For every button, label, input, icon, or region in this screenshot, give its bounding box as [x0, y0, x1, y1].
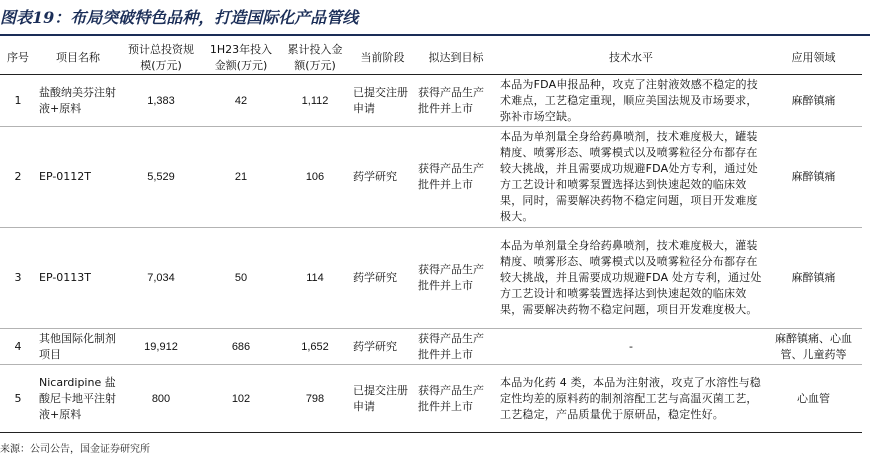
- header-no: 序号: [0, 41, 36, 75]
- cell-goal: 获得产品生产批件并上市: [415, 228, 497, 329]
- cell-field: 麻醉镇痛: [765, 228, 862, 329]
- cell-no: 2: [0, 127, 36, 228]
- header-goal: 拟达到目标: [415, 41, 497, 75]
- table-row: [0, 75, 862, 127]
- cell-total: 800: [120, 365, 202, 433]
- cell-cum: 1,112: [280, 75, 350, 127]
- table-row: [0, 329, 862, 365]
- cell-name: 其他国际化制剂项目: [36, 329, 120, 365]
- header-stage: 当前阶段: [350, 41, 415, 75]
- source-note: 来源：公司公告，国金证券研究所: [0, 444, 150, 455]
- header-name: 项目名称: [36, 41, 120, 75]
- header-cum: 累计投入金额(万元): [280, 41, 350, 75]
- cell-cum: 114: [280, 228, 350, 329]
- cell-h1: 686: [202, 329, 280, 365]
- cell-cum: 798: [280, 365, 350, 433]
- cell-h1: 42: [202, 75, 280, 127]
- cell-stage: 药学研究: [350, 127, 415, 228]
- cell-total: 7,034: [120, 228, 202, 329]
- figure-title: 图表19：布局突破特色品种，打造国际化产品管线: [0, 8, 359, 27]
- cell-h1: 21: [202, 127, 280, 228]
- cell-h1: 50: [202, 228, 280, 329]
- header-total: 预计总投资规模(万元): [120, 41, 202, 75]
- cell-goal: 获得产品生产批件并上市: [415, 127, 497, 228]
- cell-tech: 本品为单剂量全身给药鼻喷剂，技术难度极大，灌装精度、喷雾形态、喷雾模式以及喷雾粒径分布都存在较大挑战，并且需要成功规避FDA 处方专利，通过处方工艺设计和喷雾装置选择达到快速起效的临床效果，需要解决药物不稳定问题，项目开发难度极大。: [497, 228, 765, 329]
- cell-stage: 药学研究: [350, 329, 415, 365]
- cell-name: 盐酸纳美芬注射液+原料: [36, 75, 120, 127]
- cell-field: 麻醉镇痛: [765, 127, 862, 228]
- cell-goal: 获得产品生产批件并上市: [415, 365, 497, 433]
- cell-stage: 药学研究: [350, 228, 415, 329]
- cell-stage: 已提交注册申请: [350, 75, 415, 127]
- cell-no: 1: [0, 75, 36, 127]
- cell-field: 麻醉镇痛: [765, 75, 862, 127]
- cell-goal: 获得产品生产批件并上市: [415, 75, 497, 127]
- cell-tech: -: [497, 329, 765, 365]
- cell-name: EP-0113T: [36, 228, 120, 329]
- cell-total: 19,912: [120, 329, 202, 365]
- table-header-row: [0, 41, 862, 75]
- cell-no: 3: [0, 228, 36, 329]
- cell-field: 心血管: [765, 365, 862, 433]
- cell-cum: 1,652: [280, 329, 350, 365]
- cell-total: 5,529: [120, 127, 202, 228]
- table-row: [0, 365, 862, 433]
- header-tech: 技术水平: [497, 41, 765, 75]
- cell-no: 4: [0, 329, 36, 365]
- cell-name: EP-0112T: [36, 127, 120, 228]
- table-row: [0, 228, 862, 329]
- header-h1: 1H23年投入金额(万元): [202, 41, 280, 75]
- cell-cum: 106: [280, 127, 350, 228]
- cell-tech: 本品为FDA申报品种，攻克了注射液效感不稳定的技术难点，工艺稳定重现，顺应美国法规及市场要求，弥补市场空缺。: [497, 75, 765, 127]
- header-field: 应用领域: [765, 41, 862, 75]
- title-divider: [0, 34, 870, 36]
- cell-name: Nicardipine 盐酸尼卡地平注射液+原料: [36, 365, 120, 433]
- cell-h1: 102: [202, 365, 280, 433]
- cell-no: 5: [0, 365, 36, 433]
- cell-field: 麻醉镇痛、心血管、儿童药等: [765, 329, 862, 365]
- cell-stage: 已提交注册申请: [350, 365, 415, 433]
- project-table: [0, 41, 862, 433]
- table-row: [0, 127, 862, 228]
- cell-total: 1,383: [120, 75, 202, 127]
- cell-goal: 获得产品生产批件并上市: [415, 329, 497, 365]
- cell-tech: 本品为化药 4 类，本品为注射液，攻克了水溶性与稳定性均差的原料药的制剂溶配工艺与高温灭菌工艺，工艺稳定，产品质量优于原研品，稳定性好。: [497, 365, 765, 433]
- cell-tech: 本品为单剂量全身给药鼻喷剂，技术难度极大，罐装精度、喷雾形态、喷雾模式以及喷雾粒径分布都存在较大挑战，并且需要成功规避FDA处方专利，通过处方工艺设计和喷雾泵置选择达到快速起效的临床效果，同时，需要解决药物不稳定问题，项目开发难度极大。: [497, 127, 765, 228]
